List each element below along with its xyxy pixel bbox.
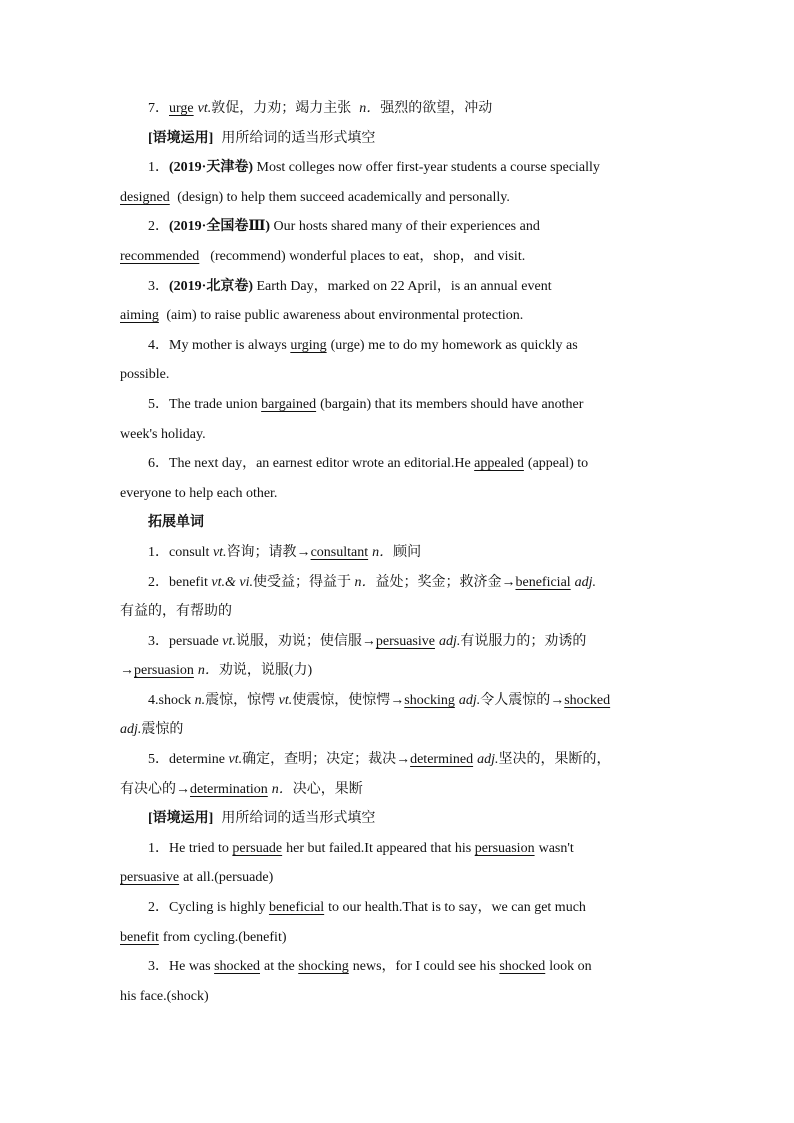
definition: 咨询；请教→	[226, 544, 311, 560]
vocab-word: urge	[169, 101, 194, 116]
exercise-item	[120, 331, 675, 361]
definition: 决心，果断	[292, 781, 363, 797]
item-text: possible.	[120, 367, 170, 383]
exercise-item-continued	[120, 863, 675, 893]
item-text: at the	[264, 959, 295, 975]
item-text: week's holiday.	[120, 426, 206, 442]
definition: 使受益；得益于	[252, 574, 351, 590]
heading-text: 用所给词的适当形式填空	[221, 811, 376, 827]
exercise-item-continued	[120, 982, 675, 1012]
part-of-speech: adj.	[458, 692, 481, 708]
vocab-entry-continued	[120, 656, 675, 686]
item-text: He tried to	[169, 840, 229, 856]
vocab-word: benefit	[169, 574, 208, 590]
item-text: The next day，an earnest editor wrote an editorial.He	[169, 456, 471, 472]
exercise-item	[120, 893, 675, 923]
item-text: My mother is always	[169, 337, 287, 353]
vocab-entry-persuade	[120, 627, 675, 657]
answer-blank: beneficial	[515, 574, 571, 590]
exercise-item-continued	[120, 923, 675, 953]
vocab-entry-continued	[120, 775, 675, 805]
vocab-word: persuade	[169, 633, 219, 649]
item-text: from cycling.(benefit)	[162, 929, 287, 945]
vocab-word: shock	[158, 692, 192, 708]
answer-blank: urging	[290, 337, 327, 353]
item-text: look on	[549, 959, 592, 975]
exercise-item-continued	[120, 301, 675, 331]
item-text: her but failed.It appeared that his	[286, 840, 472, 856]
answer-blank: appealed	[474, 456, 524, 472]
definition: 顾问	[393, 544, 422, 560]
answer-blank: persuasion	[134, 663, 194, 679]
definition: 使震惊，使惊愕→	[292, 692, 405, 708]
vocab-entry-shock	[120, 686, 675, 716]
part-of-speech: vt.	[222, 633, 236, 649]
definition: 说服，劝说；使信服→	[235, 633, 376, 649]
answer-blank: beneficial	[268, 900, 325, 916]
definition: 有决心的→	[120, 781, 190, 797]
heading-tag: [语境运用]	[148, 130, 214, 146]
definition: 益处；奖金；救济金→	[375, 574, 516, 590]
item-text: (bargain) that its members should have another	[320, 396, 584, 412]
definition: 确定，查明；决定；裁决→	[242, 752, 411, 768]
vocab-word: determine	[169, 752, 225, 768]
exercise-item	[120, 212, 675, 242]
exercise-item-continued	[120, 242, 675, 272]
item-text: to our health.That is to say，we can get much	[328, 900, 586, 916]
answer-blank: bargained	[261, 396, 317, 412]
answer-blank: shocking	[298, 959, 349, 975]
exercise-item	[120, 153, 675, 183]
vocab-entry-continued	[120, 715, 675, 745]
entry-number: 4.	[148, 692, 159, 708]
item-number: 5．	[148, 396, 169, 412]
answer-blank: persuasion	[474, 840, 535, 856]
item-number: 2．	[148, 219, 169, 235]
item-text: (aim) to raise public awareness about environmental protection.	[166, 308, 524, 324]
definition: 劝说，说服(力)	[218, 663, 313, 679]
definition: 敦促，力劝；竭力主张	[211, 101, 352, 116]
item-text: (recommend) wonderful places to eat，shop，and visit.	[210, 248, 526, 264]
part-of-speech: vt.	[278, 692, 293, 708]
exercise-item-continued	[120, 479, 675, 509]
answer-blank: recommended	[120, 248, 200, 264]
answer-blank: consultant	[310, 544, 369, 560]
part-of-speech: n．	[197, 663, 219, 679]
part-of-speech: adj.	[574, 574, 597, 590]
item-number: 3．	[148, 959, 169, 975]
answer-blank: persuasive	[120, 870, 180, 886]
part-of-speech: vt.& vi.	[211, 574, 253, 590]
entry-number: 1．	[148, 544, 169, 560]
item-text: The trade union	[169, 396, 258, 412]
vocab-entry-continued	[120, 597, 675, 627]
vocab-entry-urge	[120, 94, 675, 124]
part-of-speech: adj.	[438, 633, 461, 649]
arrow: →	[120, 663, 134, 679]
exercise-item-continued	[120, 420, 675, 450]
definition: 有益的，有帮助的	[120, 604, 232, 620]
answer-blank: shocked	[214, 959, 260, 975]
part-of-speech: n．	[271, 781, 293, 797]
definition: 令人震惊的→	[480, 692, 565, 708]
item-text: (appeal) to	[527, 456, 589, 472]
entry-number: 2．	[148, 574, 169, 590]
item-source: (2019·全国卷Ⅲ)	[169, 219, 271, 235]
entry-number: 5．	[148, 752, 169, 768]
part-of-speech: n.	[194, 692, 206, 708]
exercise-item	[120, 449, 675, 479]
answer-blank: determined	[410, 752, 474, 768]
exercise-item	[120, 272, 675, 302]
item-number: 1．	[148, 160, 169, 176]
item-text: his face.(shock)	[120, 988, 209, 1004]
answer-blank: shocking	[404, 692, 455, 708]
item-text: at all.(persuade)	[183, 870, 274, 886]
exercise-item	[120, 952, 675, 982]
item-text: everyone to help each other.	[120, 485, 278, 501]
item-text: He was	[169, 959, 211, 975]
item-number: 2．	[148, 900, 169, 916]
vocab-word: consult	[169, 544, 210, 560]
item-source: (2019·天津卷)	[169, 160, 253, 176]
item-number: 4．	[148, 337, 169, 353]
vocab-entry-determine	[120, 745, 675, 775]
definition: 坚决的，果断的，	[498, 752, 611, 768]
section-heading	[120, 124, 675, 154]
item-number: 1．	[148, 840, 169, 856]
item-number: 6．	[148, 456, 169, 472]
exercise-item	[120, 834, 675, 864]
item-text: (urge) me to do my homework as quickly as	[330, 337, 578, 353]
answer-blank: shocked	[564, 692, 611, 708]
answer-blank: benefit	[120, 929, 159, 945]
part-of-speech: vt.	[228, 752, 243, 768]
answer-blank: determination	[190, 781, 268, 797]
item-text: Most colleges now offer first-year students a course specially	[256, 160, 600, 176]
section-title: 拓展单词	[148, 515, 204, 531]
item-text: Cycling is highly	[169, 900, 266, 916]
content	[120, 94, 675, 1011]
item-text: wasn't	[538, 840, 574, 856]
part-of-speech: n．	[359, 101, 381, 116]
answer-blank: shocked	[499, 959, 546, 975]
item-text: Earth Day，marked on 22 April，is an annual event	[256, 278, 552, 294]
part-of-speech: vt.	[212, 544, 227, 560]
vocab-entry-benefit	[120, 568, 675, 598]
item-source: (2019·北京卷)	[169, 278, 253, 294]
definition: 有说服力的；劝诱的	[460, 633, 587, 649]
heading-text: 用所给词的适当形式填空	[221, 130, 376, 146]
part-of-speech: n．	[372, 544, 394, 560]
item-text: Our hosts shared many of their experiences and	[273, 219, 540, 235]
part-of-speech: adj.	[477, 752, 499, 768]
answer-blank: aiming	[120, 308, 159, 324]
part-of-speech: n．	[354, 574, 376, 590]
exercise-item	[120, 390, 675, 420]
entry-number: 7．	[148, 101, 169, 116]
definition: 震惊，惊愕	[205, 692, 276, 708]
heading-tag: [语境运用]	[148, 811, 214, 827]
item-text: news，for I could see his	[352, 959, 496, 975]
item-number: 3．	[148, 278, 169, 294]
section-heading	[120, 804, 675, 834]
answer-blank: persuasive	[375, 633, 435, 649]
vocab-entry-consult	[120, 538, 675, 568]
answer-blank: designed	[120, 189, 170, 205]
definition: 震惊的	[141, 722, 184, 738]
exercise-item-continued	[120, 183, 675, 213]
answer-blank: persuade	[232, 840, 283, 856]
part-of-speech: vt.	[197, 101, 212, 116]
part-of-speech: adj.	[120, 722, 142, 738]
item-text: (design) to help them succeed academically and personally.	[177, 189, 510, 205]
entry-number: 3．	[148, 633, 169, 649]
definition: 强烈的欲望，冲动	[380, 101, 493, 116]
exercise-item-continued	[120, 360, 675, 390]
